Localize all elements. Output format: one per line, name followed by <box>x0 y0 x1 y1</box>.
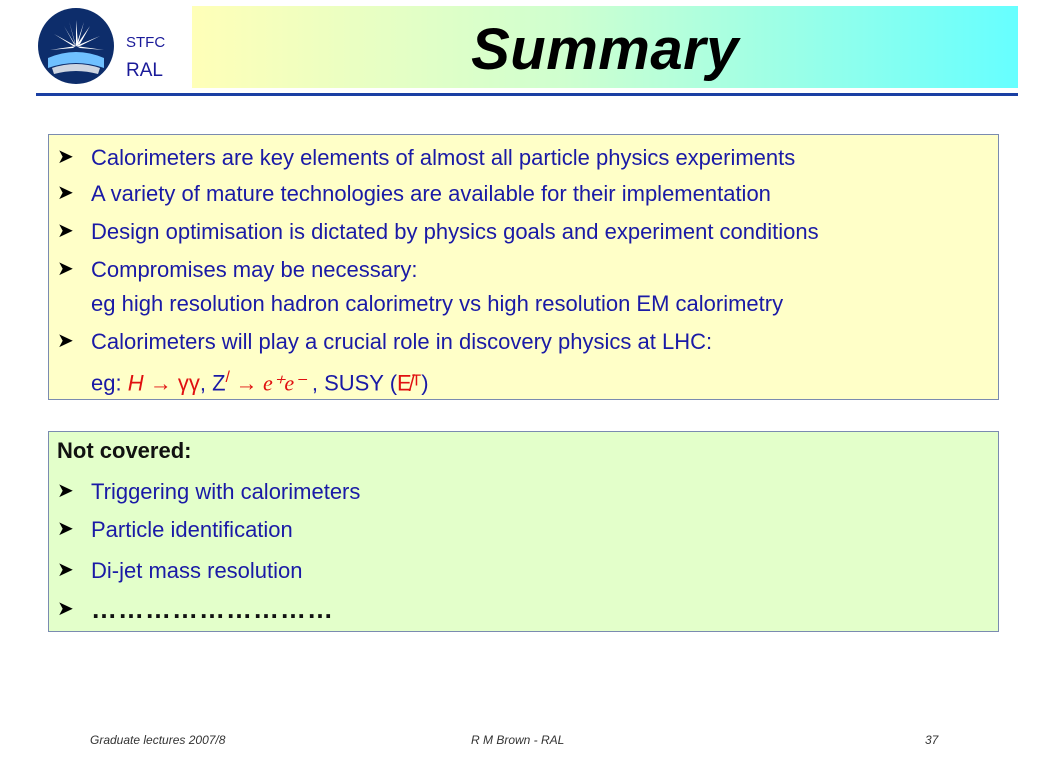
physics-formula: eg: H → γγ, Z/ → e⁺e⁻ , SUSY (E̸ᵀ) <box>91 369 429 396</box>
arrow-bullet-icon: ➤ <box>57 146 74 168</box>
section-heading: Not covered: <box>57 438 192 463</box>
arrow-bullet-icon: ➤ <box>57 598 74 620</box>
page-number: 37 <box>925 733 939 747</box>
footer-author: R M Brown - RAL <box>471 733 565 747</box>
title-divider <box>36 93 1018 96</box>
arrow-bullet-icon: ➤ <box>57 330 74 352</box>
not-covered-box: Not covered: ➤ Triggering with calorimeters ➤ Particle identification ➤ Di-jet mass resolution ➤ ……………………… <box>48 431 999 632</box>
brand-stfc: STFC <box>126 34 166 51</box>
arrow-bullet-icon: ➤ <box>57 258 74 280</box>
stfc-logo <box>36 6 116 86</box>
arrow-bullet-icon: ➤ <box>57 220 74 242</box>
arrow-bullet-icon: ➤ <box>57 518 74 540</box>
title-banner <box>192 6 1018 88</box>
arrow-bullet-icon: ➤ <box>57 559 74 581</box>
arrow-bullet-icon: ➤ <box>57 182 74 204</box>
footer-course: Graduate lectures 2007/8 <box>90 733 226 747</box>
page-title: Summary <box>471 17 739 82</box>
summary-box: ➤ Calorimeters are key elements of almost all particle physics experiments ➤ A variety of mature technologies are available for their implementation ➤ Design optimisation is dictated by physics goals and experiment conditions ➤ Compromises may be necessary: eg high resolution hadron calorimetry vs high resolution EM calorimetry ➤ Calorimeters will play a crucial role in discovery physics at LHC: eg: H → γγ, Z/ → e⁺e⁻ , SUSY (E̸ᵀ) <box>48 134 999 400</box>
arrow-bullet-icon: ➤ <box>57 480 74 502</box>
brand-ral: RAL <box>126 60 163 81</box>
